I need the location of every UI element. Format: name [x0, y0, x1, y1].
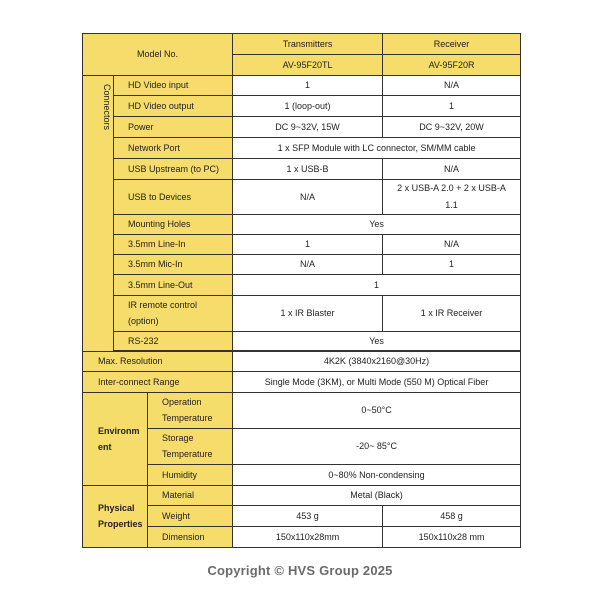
shared-value: Yes [233, 215, 521, 235]
row-label-line1: IR remote control [128, 300, 198, 310]
row-label: HD Video output [114, 96, 233, 117]
shared-value: Single Mode (3KM), or Multi Mode (550 M) Optical Fiber [233, 372, 521, 393]
shared-value: Yes [233, 332, 521, 351]
rx-value-line1: 2 x USB-A 2.0 + 2 x USB-A [397, 183, 506, 193]
row-label: Inter-connect Range [83, 372, 233, 393]
tx-value: DC 9~32V, 15W [233, 117, 383, 138]
row-label-line1: Operation [162, 397, 202, 407]
row-label: Mounting Holes [114, 215, 233, 235]
row-label: Power [114, 117, 233, 138]
row-label [148, 429, 233, 465]
tx-value: 1 x IR Blaster [233, 296, 383, 332]
model-no-label: Model No. [83, 34, 233, 76]
copyright-text: Copyright © HVS Group 2025 [207, 563, 393, 578]
rx-value-line2: 1.1 [445, 200, 458, 210]
row-label: Humidity [148, 465, 233, 486]
row-label: Max. Resolution [83, 352, 233, 372]
row-label-line2: Temperature [162, 413, 213, 423]
rx-value: N/A [383, 235, 521, 255]
row-label: 3.5mm Mic-In [114, 255, 233, 275]
shared-value: 1 x SFP Module with LC connector, SM/MM cable [233, 138, 521, 159]
shared-value: 0~80% Non-condensing [233, 465, 521, 486]
environment-group-label [83, 393, 148, 486]
rx-value: 150x110x28 mm [383, 527, 521, 548]
rx-value [383, 180, 521, 215]
rx-value: N/A [383, 76, 521, 96]
rx-model: AV-95F20R [383, 55, 521, 76]
tx-model: AV-95F20TL [233, 55, 383, 76]
tx-value: N/A [233, 255, 383, 275]
row-label: Material [148, 486, 233, 506]
tx-value: 150x110x28mm [233, 527, 383, 548]
row-label: USB Upstream (to PC) [114, 159, 233, 180]
shared-value: -20~ 85°C [233, 429, 521, 465]
tx-value: N/A [233, 180, 383, 215]
rx-value: 1 [383, 96, 521, 117]
shared-value: Metal (Black) [233, 486, 521, 506]
row-label: Dimension [148, 527, 233, 548]
tx-value: 1 x USB-B [233, 159, 383, 180]
row-label: 3.5mm Line-In [114, 235, 233, 255]
transmitters-header: Transmitters [233, 34, 383, 55]
tx-value: 453 g [233, 506, 383, 527]
rx-value: 1 x IR Receiver [383, 296, 521, 332]
tx-value: 1 [233, 76, 383, 96]
row-label-line1: Storage [162, 433, 194, 443]
rx-value: 1 [383, 255, 521, 275]
shared-value: 4K2K (3840x2160@30Hz) [233, 352, 521, 372]
shared-value: 1 [233, 275, 521, 296]
rx-value: 458 g [383, 506, 521, 527]
spec-table [82, 33, 521, 548]
row-label: USB to Devices [114, 180, 233, 215]
connectors-group-label: Connectors [83, 76, 114, 352]
tx-value: 1 [233, 235, 383, 255]
rx-value: DC 9~32V, 20W [383, 117, 521, 138]
row-label: Weight [148, 506, 233, 527]
receiver-header: Receiver [383, 34, 521, 55]
physical-line1: Physical [98, 503, 135, 513]
environment-line2: ent [98, 441, 112, 452]
row-label-line2: (option) [128, 316, 159, 326]
row-label-line2: Temperature [162, 449, 213, 459]
physical-line2: Properties [98, 519, 143, 529]
row-label [148, 393, 233, 429]
row-label: HD Video input [114, 76, 233, 96]
row-label [114, 296, 233, 332]
rx-value: N/A [383, 159, 521, 180]
shared-value: 0~50°C [233, 393, 521, 429]
row-label: RS-232 [114, 332, 233, 351]
physical-group-label [83, 486, 148, 548]
tx-value: 1 (loop-out) [233, 96, 383, 117]
row-label: Network Port [114, 138, 233, 159]
environment-line1: Environm [98, 425, 140, 436]
row-label: 3.5mm Line-Out [114, 275, 233, 296]
